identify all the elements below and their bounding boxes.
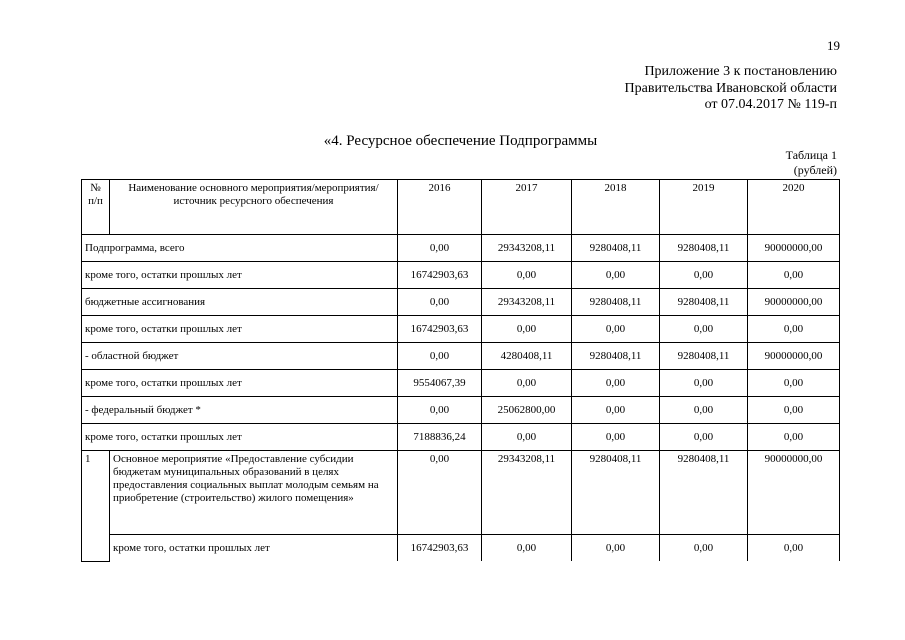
row-value-2019: 0,00: [660, 370, 748, 397]
header-name: Наименование основного мероприятия/мероприятия/источник ресурсного обеспечения: [110, 180, 398, 235]
row-value-2018: 0,00: [572, 262, 660, 289]
main-event-extra-value-2016: 16742903,63: [398, 535, 482, 562]
row-value-2016: 9554067,39: [398, 370, 482, 397]
row-value-2017: 4280408,11: [482, 343, 572, 370]
main-event-extra-value-2019: 0,00: [660, 535, 748, 562]
row-value-2017: 29343208,11: [482, 235, 572, 262]
main-event-extra-value-2018: 0,00: [572, 535, 660, 562]
row-value-2018: 9280408,11: [572, 343, 660, 370]
row-value-2017: 25062800,00: [482, 397, 572, 424]
row-value-2017: 0,00: [482, 424, 572, 451]
row-value-2020: 0,00: [748, 424, 840, 451]
page-number: 19: [827, 38, 840, 53]
main-event-row: [82, 451, 840, 535]
summary-rows: [82, 235, 840, 451]
main-event-name: Основное мероприятие «Предоставление субсидии бюджетам муниципальных образований в целях предоставления социальных выплат молодым семьям на приобретение (строительство) жилого помещения»: [110, 451, 398, 535]
header-year-2016: 2016: [398, 180, 482, 235]
table-label-units: (рублей): [793, 163, 837, 177]
main-event-value-2019: 9280408,11: [660, 451, 748, 535]
main-event-value-2016: 0,00: [398, 451, 482, 535]
table-row: [82, 397, 840, 424]
table-label-number: Таблица 1: [785, 148, 837, 162]
header-year-2019: 2019: [660, 180, 748, 235]
row-value-2020: 0,00: [748, 262, 840, 289]
main-event-value-2020: 90000000,00: [748, 451, 840, 535]
header-year-2020: 2020: [748, 180, 840, 235]
header-year-2017: 2017: [482, 180, 572, 235]
table-row: [82, 235, 840, 262]
row-value-2019: 9280408,11: [660, 289, 748, 316]
row-value-2017: 29343208,11: [482, 289, 572, 316]
appendix-line-1: Приложение 3 к постановлению: [644, 64, 837, 79]
row-name: кроме того, остатки прошлых лет: [82, 262, 398, 289]
main-event-extra-row: [82, 535, 840, 562]
table-row: [82, 289, 840, 316]
row-value-2016: 16742903,63: [398, 316, 482, 343]
row-value-2018: 0,00: [572, 316, 660, 343]
appendix-line-2: Правительства Ивановской области: [624, 80, 837, 96]
row-value-2020: 0,00: [748, 316, 840, 343]
row-value-2017: 0,00: [482, 370, 572, 397]
row-name: - областной бюджет: [82, 343, 398, 370]
row-value-2019: 0,00: [660, 262, 748, 289]
row-value-2017: 0,00: [482, 316, 572, 343]
row-name: кроме того, остатки прошлых лет: [82, 316, 398, 343]
resource-table: [81, 179, 840, 562]
header-num: № п/п: [82, 180, 110, 235]
row-value-2019: 0,00: [660, 316, 748, 343]
appendix-line-3: от 07.04.2017 № 119-п: [704, 97, 837, 112]
row-value-2018: 9280408,11: [572, 235, 660, 262]
row-value-2018: 0,00: [572, 424, 660, 451]
table-row: [82, 316, 840, 343]
main-event-value-2018: 9280408,11: [572, 451, 660, 535]
row-name: кроме того, остатки прошлых лет: [82, 424, 398, 451]
row-value-2016: 0,00: [398, 397, 482, 424]
table-label: [786, 148, 837, 178]
row-value-2018: 9280408,11: [572, 289, 660, 316]
table-row: [82, 424, 840, 451]
document-title-text: «4. Ресурсное обеспечение Подпрограммы: [323, 133, 598, 149]
row-value-2018: 0,00: [572, 397, 660, 424]
row-value-2016: 16742903,63: [398, 262, 482, 289]
row-value-2019: 9280408,11: [660, 235, 748, 262]
table-row: [82, 370, 840, 397]
header-year-2018: 2018: [572, 180, 660, 235]
row-value-2019: 0,00: [660, 397, 748, 424]
row-value-2020: 0,00: [748, 370, 840, 397]
row-value-2019: 0,00: [660, 424, 748, 451]
row-name: Подпрограмма, всего: [82, 235, 398, 262]
row-value-2020: 0,00: [748, 397, 840, 424]
row-value-2016: 0,00: [398, 235, 482, 262]
table-header-row: [82, 180, 840, 235]
main-event-extra-value-2017: 0,00: [482, 535, 572, 562]
appendix-note: [625, 64, 837, 114]
main-event-value-2017: 29343208,11: [482, 451, 572, 535]
row-value-2019: 9280408,11: [660, 343, 748, 370]
row-value-2016: 7188836,24: [398, 424, 482, 451]
row-value-2016: 0,00: [398, 343, 482, 370]
row-name: бюджетные ассигнования: [82, 289, 398, 316]
row-value-2020: 90000000,00: [748, 289, 840, 316]
main-event-num: 1: [82, 451, 110, 562]
row-value-2020: 90000000,00: [748, 235, 840, 262]
row-name: - федеральный бюджет *: [82, 397, 398, 424]
table-row: [82, 262, 840, 289]
row-value-2020: 90000000,00: [748, 343, 840, 370]
table-row: [82, 343, 840, 370]
row-value-2018: 0,00: [572, 370, 660, 397]
row-value-2016: 0,00: [398, 289, 482, 316]
row-value-2017: 0,00: [482, 262, 572, 289]
main-event-extra-value-2020: 0,00: [748, 535, 840, 562]
document-title: [0, 133, 905, 150]
main-event-extra-name: кроме того, остатки прошлых лет: [110, 535, 398, 562]
row-name: кроме того, остатки прошлых лет: [82, 370, 398, 397]
